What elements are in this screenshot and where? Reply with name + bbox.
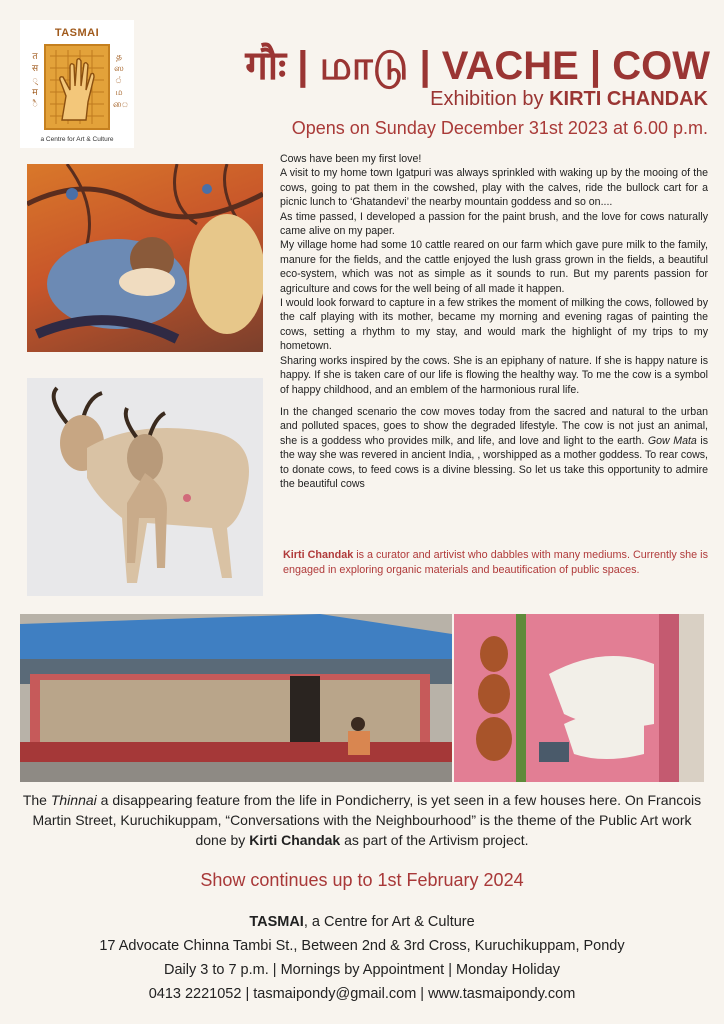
- logo-tamil-text: த ஸ ் ம ை: [113, 51, 129, 109]
- caption-text-cont: a disappearing feature from the life in Pondicherry, is yet seen in a few houses here. On Francois Martin Street, Kuruchikuppam, “Conversations with the Neighbourhood” is the theme of the Public Art work done by: [32, 792, 702, 848]
- logo-devanagari-text: त स ् म ै: [31, 51, 39, 109]
- statement-paragraph: A visit to my home town Igatpuri was always sprinkled with waking up by the mooing of the cows, going to pat them in the cowshed, play with the calves, ride the bullock cart for a picnic lunch to ‘Ghatandevi’ the nearby mountain goddess and so on....: [280, 167, 708, 209]
- bio-name: Kirti Chandak: [283, 549, 354, 561]
- venue-hours: Daily 3 to 7 p.m. | Mornings by Appointment | Monday Holiday: [163, 962, 560, 978]
- statement-paragraph: I would look forward to capture in a few strikes the moment of milking the cows, followed by the calf playing with its mother, became my morning and evening ragas of painting the cows, setting a rhythm to my stay, and would mark the highlight of my trips to my hometown.: [280, 297, 708, 353]
- venue-address: 17 Advocate Chinna Tambi St., Between 2nd & 3rd Cross, Kuruchikuppam, Pondy: [99, 938, 625, 954]
- logo-subtitle: a Centre for Art & Culture: [40, 136, 114, 143]
- gow-mata-term: Gow Mata: [647, 434, 697, 447]
- venue-tagline: , a Centre for Art & Culture: [303, 914, 475, 930]
- exhibition-line: [140, 88, 708, 111]
- venue-footer: [20, 910, 704, 1006]
- exhibition-artist: KIRTI CHANDAK: [549, 88, 708, 110]
- venue-contact: 0413 2221052 | tasmaipondy@gmail.com | www.tasmaipondy.com: [148, 986, 576, 1002]
- statement-paragraph-changed-scenario: [280, 405, 708, 491]
- caption-thinnai: Thinnai: [50, 792, 97, 808]
- statement-paragraph: Sharing works inspired by the cows. She is an epiphany of nature. If she is happy nature is happy. If she is taken care of our life is flowing the healthy way. To me the cow is a symbol of happy childhood, and an emblem of the harmonious rural life.: [280, 354, 708, 396]
- photo-thinnai-house: [20, 614, 452, 782]
- caption-text-end: as part of the Artivism project.: [340, 832, 529, 848]
- changed-scenario-text: In the changed scenario the cow moves today from the sacred and natural to the urban and polluted spaces, goes to show the degraded lifestyle. The cow is not just an animal, she is a goddess who provides milk, and life, and love and light to the earth.: [280, 405, 708, 447]
- statement-paragraph: My village home had some 10 cattle reared on our farm which gave pure milk to the family, manure for the fields, and the cattle enjoyed the lush grass grown in the fields, a beautiful eco-system, which was not as simple as it sounds to run. But my parents passion for agriculture and cows for the well being of all made it happen.: [280, 239, 708, 295]
- show-dates: Show continues up to 1st February 2024: [200, 870, 524, 890]
- changed-scenario-text-cont: is the way she was revered in ancient India, , worshipped as a mother goddess. To rear cows, to donate cows, to feed cows is a divine blessing. So let us take this opportunity to admire the beautiful cows: [280, 434, 709, 490]
- bio-text: is a curator and artivist who dabbles with many mediums. Currently she is engaged in exploring organic materials and beautification of public spaces.: [283, 549, 708, 576]
- statement-paragraph: As time passed, I developed a passion for the paint brush, and the love for cows naturally came alive on my paper.: [280, 210, 708, 238]
- photo-painted-wall: [454, 614, 704, 782]
- hand-emblem-icon: [44, 44, 110, 130]
- painting-mother-with-calf: [27, 164, 263, 352]
- statement-paragraph: Cows have been my first love!: [280, 153, 422, 165]
- venue-name: TASMAI: [249, 914, 304, 930]
- artist-statement: [280, 152, 708, 491]
- painting-cow-and-calf: [27, 378, 263, 596]
- tasmai-logo: [20, 20, 134, 148]
- page-title: गौः | மாடு | VACHE | COW: [245, 44, 710, 88]
- exhibition-prefix: Exhibition by: [430, 88, 550, 110]
- caption-artist: Kirti Chandak: [249, 832, 341, 848]
- caption-text: The: [22, 792, 51, 808]
- artist-bio: [283, 548, 708, 578]
- logo-title: TASMAI: [54, 27, 100, 39]
- venue-name-line: [20, 910, 704, 934]
- photo-caption: [20, 790, 704, 850]
- opening-date: Opens on Sunday December 31st 2023 at 6.00 p.m.: [291, 118, 708, 138]
